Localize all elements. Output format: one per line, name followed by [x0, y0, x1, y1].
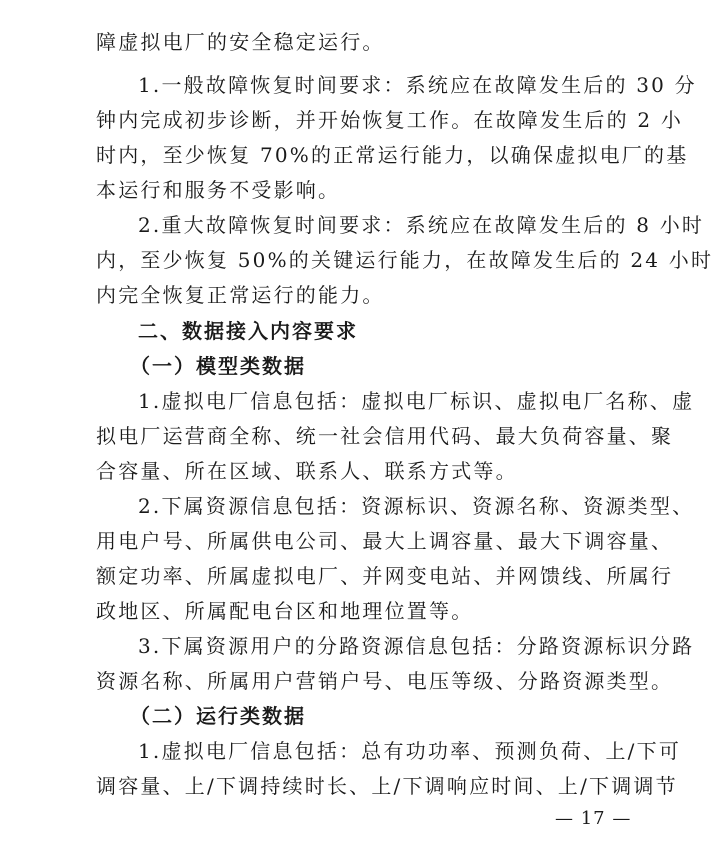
text-line: 额定功率、所属虚拟电厂、并网变电站、并网馈线、所属行	[96, 564, 674, 588]
text-line: 资源名称、所属用户营销户号、电压等级、分路资源类型。	[96, 669, 674, 693]
text-line: 政地区、所属配电台区和地理位置等。	[96, 599, 474, 623]
text-line: 用电户号、所属供电公司、最大上调容量、最大下调容量、	[96, 529, 674, 553]
text-line: 钟内完成初步诊断，并开始恢复工作。在故障发生后的 2 小	[96, 108, 684, 132]
text-line: 本运行和服务不受影响。	[96, 178, 341, 202]
text-line: 内，至少恢复 50%的关键运行能力，在故障发生后的 24 小时	[96, 248, 714, 272]
subsection-heading: （二）运行类数据	[130, 704, 306, 728]
text-line: 合容量、所在区域、联系人、联系方式等。	[96, 459, 518, 483]
text-line: 2.重大故障恢复时间要求：系统应在故障发生后的 8 小时	[138, 213, 705, 237]
section-heading: 二、数据接入内容要求	[138, 319, 358, 343]
text-line: 内完全恢复正常运行的能力。	[96, 283, 385, 307]
text-line: 调容量、上/下调持续时长、上/下调响应时间、上/下调调节	[96, 774, 678, 798]
text-line: 拟电厂运营商全称、统一社会信用代码、最大负荷容量、聚	[96, 424, 674, 448]
text-line: 1.虚拟电厂信息包括：总有功功率、预测负荷、上/下可	[138, 739, 682, 763]
text-line: 时内，至少恢复 70%的正常运行能力，以确保虚拟电厂的基	[96, 143, 689, 167]
page-number: — 17 —	[555, 808, 632, 829]
subsection-heading: （一）模型类数据	[130, 354, 306, 378]
text-line: 3.下属资源用户的分路资源信息包括：分路资源标识分路	[138, 634, 695, 658]
text-line: 1.虚拟电厂信息包括：虚拟电厂标识、虚拟电厂名称、虚	[138, 389, 695, 413]
text-line: 1.一般故障恢复时间要求：系统应在故障发生后的 30 分	[138, 73, 697, 97]
text-line: 2.下属资源信息包括：资源标识、资源名称、资源类型、	[138, 494, 695, 518]
text-line: 障虚拟电厂的安全稳定运行。	[96, 30, 385, 54]
